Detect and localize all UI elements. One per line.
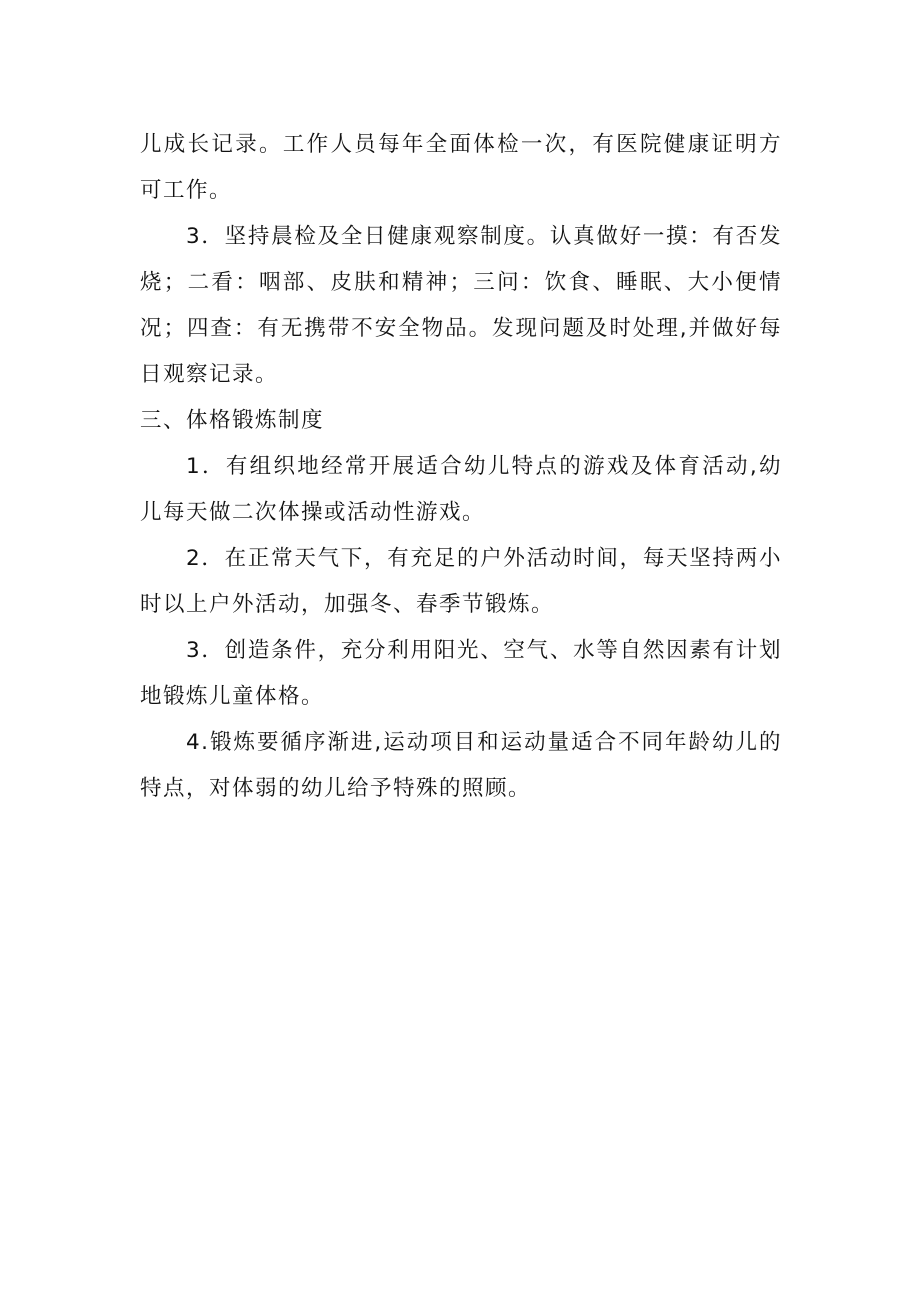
paragraph-exercise-item-3: 3．创造条件，充分利用阳光、空气、水等自然因素有计划地锻炼儿童体格。 xyxy=(140,638,782,709)
section-heading-physical-exercise: 三、体格锻炼制度 xyxy=(140,408,325,433)
paragraph-morning-check: 3．坚持晨检及全日健康观察制度。认真做好一摸：有否发烧；二看：咽部、皮肤和精神；三问：饮食、睡眠、大小便情况；四查：有无携带不安全物品。发现问题及时处理,并做好每日观察记录。 xyxy=(140,224,782,387)
paragraph-exercise-item-2: 2．在正常天气下，有充足的户外活动时间，每天坚持两小时以上户外活动，加强冬、春季节锻炼。 xyxy=(140,546,782,617)
document-body xyxy=(140,122,782,812)
paragraph-exercise-item-4: 4.锻炼要循序渐进,运动项目和运动量适合不同年龄幼儿的特点，对体弱的幼儿给予特殊的照顾。 xyxy=(140,730,782,801)
paragraph-exercise-item-1: 1．有组织地经常开展适合幼儿特点的游戏及体育活动,幼儿每天做二次体操或活动性游戏。 xyxy=(140,454,782,525)
paragraph-staff-health-check: 儿成长记录。工作人员每年全面体检一次，有医院健康证明方可工作。 xyxy=(140,132,782,203)
